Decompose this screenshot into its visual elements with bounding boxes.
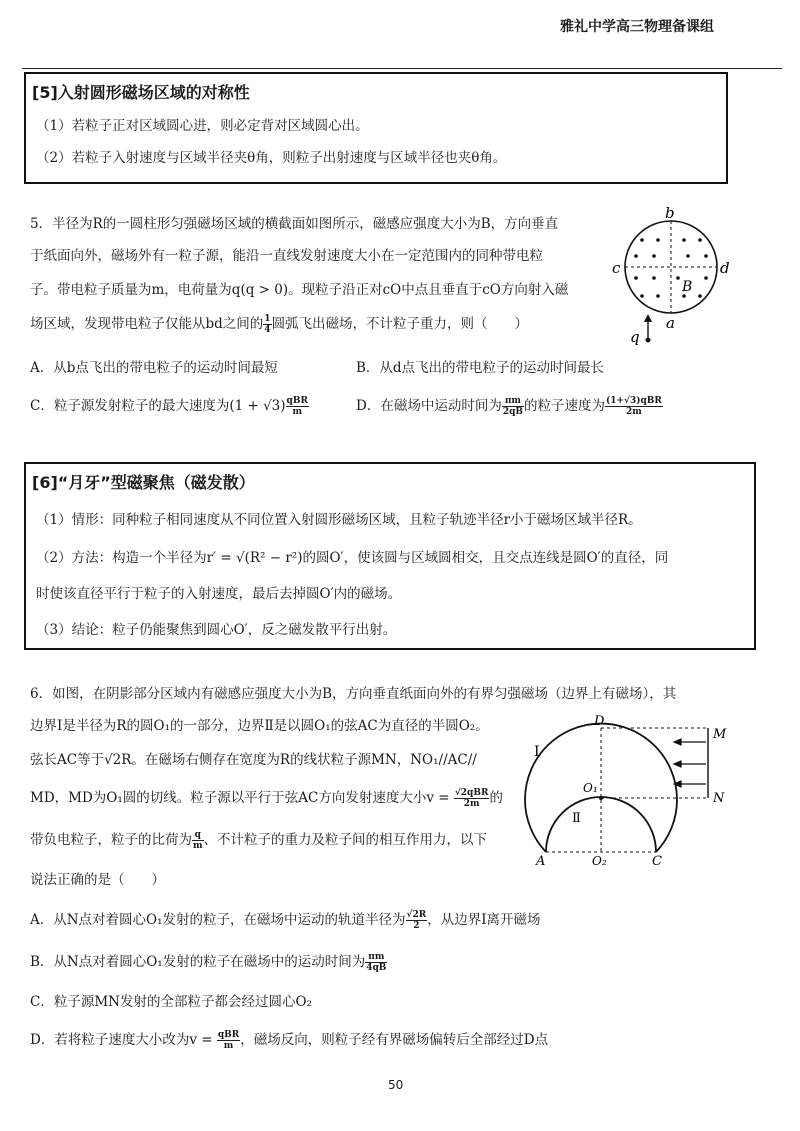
- q5-label-d: d: [720, 259, 730, 277]
- q5-line4-b: 圆弧飞出磁场，不计粒子重力，则（ ）: [271, 316, 529, 332]
- q6-option-a: [30, 910, 541, 931]
- q6-option-d-den: m: [223, 1041, 234, 1051]
- q5-line4-frac-den: 4: [264, 325, 271, 335]
- q6-option-d-b: ，磁场反向，则粒子经有界磁场偏转后全部经过D点: [240, 1032, 549, 1048]
- q6-line5-frac: [192, 830, 204, 851]
- q6-line4-num: √2qBR: [454, 788, 489, 798]
- page-number: 50: [388, 1078, 404, 1092]
- q6-line6: 说法正确的是（ ）: [30, 872, 165, 888]
- q5-option-d-den2: 2m: [626, 407, 642, 417]
- section5-item2: （2）若粒子入射速度与区域半径夹θ角，则粒子出射速度与区域半径也夹θ角。: [36, 150, 507, 166]
- q6-label-M: M: [713, 727, 727, 742]
- q5-line4-a: 场区域，发现带电粒子仅能从bd之间的: [30, 316, 264, 332]
- section6-item2b: 时使该直径平行于粒子的入射速度，最后去掉圆O′内的磁场。: [36, 586, 402, 602]
- q6-line3: 弦长AC等于√2R。在磁场右侧存在宽度为R的线状粒子源MN，NO₁//AC//: [30, 752, 477, 768]
- q5-option-d-frac2: [605, 396, 663, 417]
- q5-line3: 子。带电粒子质量为m，电荷量为q(q > 0)。现粒子沿正对cO中点且垂直于cO方向射入磁: [30, 282, 569, 298]
- q6-line1: 6．如图，在阴影部分区域内有磁感应强度大小为B，方向垂直纸面向外的有界匀强磁场（边界上有磁场），其: [30, 686, 677, 702]
- q6-label-O1: O₁: [583, 781, 598, 795]
- q6-line2: 边界Ⅰ是半径为R的圆O₁的一部分，边界Ⅱ是以圆O₁的弦AC为直径的半圆O₂。: [30, 718, 489, 734]
- q5-label-b: b: [665, 204, 675, 222]
- q6-label-boundary-1: I: [534, 744, 540, 760]
- q5-line4-frac-num: 1: [264, 314, 271, 324]
- q6-emission-arrows: [674, 739, 706, 787]
- section5-item1: （1）若粒子正对区域圆心进，则必定背对区域圆心出。: [36, 118, 369, 134]
- q5-line4-frac: [263, 314, 271, 335]
- q6-line4: [30, 788, 503, 809]
- q5-option-c-frac: [286, 396, 309, 417]
- q6-option-a-a: A．从N点对着圆心O₁发射的粒子，在磁场中运动的轨道半径为: [30, 912, 406, 928]
- q5-velocity-arrowhead: [644, 314, 652, 322]
- q6-line5-a: 带负电粒子，粒子的比荷为: [30, 832, 192, 848]
- q6-option-a-num: √2R: [406, 910, 427, 920]
- q6-line4-a: MD，MD为O₁圆的切线。粒子源以平行于弦AC方向发射速度大小v =: [30, 790, 454, 806]
- q6-line5: [30, 830, 487, 851]
- q5-option-a: A．从b点飞出的带电粒子的运动时间最短: [30, 360, 278, 376]
- q5-line2: 于纸面向外，磁场外有一粒子源，能沿一直线发射速度大小在一定范围内的同种带电粒: [30, 248, 543, 264]
- q5-line1: 5．半径为R的一圆柱形匀强磁场区域的横截面如图所示，磁感应强度大小为B，方向垂直: [30, 216, 559, 232]
- q6-label-O2: O₂: [592, 854, 607, 868]
- q5-option-d-b: 的粒子速度为: [524, 398, 605, 414]
- q6-option-d: [30, 1030, 548, 1051]
- q5-option-c: [30, 396, 309, 417]
- q6-line5-num: q: [192, 830, 204, 841]
- q6-option-d-num: qBR: [217, 1030, 240, 1040]
- q6-option-a-den: 2: [413, 921, 420, 931]
- q5-option-c-a: C．粒子源发射粒子的最大速度为(1 + √3): [30, 398, 286, 414]
- q6-label-C: C: [652, 854, 662, 869]
- q5-line4: [30, 314, 528, 335]
- q5-label-c: c: [612, 259, 621, 277]
- q6-label-D: D: [594, 714, 605, 729]
- section5-title: [5]入射圆形磁场区域的对称性: [32, 83, 250, 102]
- q6-figure: [520, 712, 760, 872]
- q5-option-c-den: m: [292, 407, 302, 417]
- q5-option-d: [356, 396, 663, 417]
- q6-option-b-a: B．从N点对着圆心O₁发射的粒子在磁场中的运动时间为: [30, 954, 366, 970]
- q6-option-b-frac: [365, 952, 387, 973]
- q6-line5-b: 、不计粒子的重力及粒子间的相互作用力，以下: [203, 832, 488, 848]
- section6-title: [6]“月牙”型磁聚焦（磁发散）: [32, 473, 255, 492]
- header-org: 雅礼中学高三物理备课组: [560, 19, 714, 35]
- q5-option-b: B．从d点飞出的带电粒子的运动时间最长: [356, 360, 605, 376]
- q5-label-a: a: [666, 314, 675, 332]
- q6-label-N: N: [713, 791, 725, 806]
- q5-option-d-den1: 2qB: [502, 407, 523, 417]
- q5-option-d-a: D．在磁场中运动时间为: [356, 398, 502, 414]
- section6-item1: （1）情形：同种粒子相同速度从不同位置入射圆形磁场区域，且粒子轨迹半径r小于磁场区域半径R。: [36, 512, 642, 528]
- q6-option-a-b: ，从边界Ⅰ离开磁场: [427, 912, 541, 928]
- q5-option-d-num2: (1+√3)qBR: [606, 396, 662, 406]
- q6-option-d-a: D．若将粒子速度大小改为v =: [30, 1032, 217, 1048]
- section6-item3: （3）结论：粒子仍能聚焦到圆心O′，反之磁发散平行出射。: [36, 622, 397, 638]
- q6-line4-den: 2m: [463, 799, 480, 809]
- q6-label-boundary-2: Ⅱ: [572, 811, 581, 826]
- q5-particle-dot: [646, 338, 651, 343]
- q6-option-c: C．粒子源MN发射的全部粒子都会经过圆心O₂: [30, 994, 312, 1010]
- q5-label-q: q: [630, 328, 640, 346]
- q5-option-c-num: qBR: [286, 396, 308, 406]
- q5-label-B: B: [682, 279, 693, 295]
- q5-option-d-num1: πm: [502, 396, 524, 407]
- q6-line4-frac: [454, 788, 490, 809]
- header-rule: [22, 68, 782, 69]
- q5-figure: [608, 200, 748, 350]
- q6-option-b-den: 4qB: [366, 963, 387, 973]
- q6-option-b: [30, 952, 387, 973]
- q6-line5-den: m: [193, 841, 203, 851]
- q6-option-a-frac: [406, 910, 428, 931]
- q6-option-d-frac: [217, 1030, 240, 1051]
- q5-option-d-frac1: [502, 396, 524, 417]
- q6-line4-b: 的: [489, 790, 503, 806]
- q6-center-o1: [599, 796, 603, 800]
- section6-item2a: （2）方法：构造一个半径为r′ = √(R² − r²)的圆O′，使该圆与区域圆相交，且交点连线是圆O′的直径，同: [36, 550, 669, 566]
- q6-option-b-num: πm: [365, 952, 387, 963]
- q6-label-A: A: [536, 854, 546, 869]
